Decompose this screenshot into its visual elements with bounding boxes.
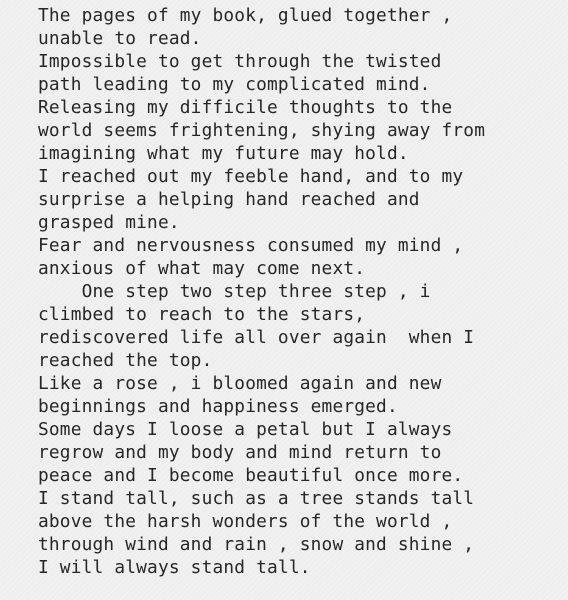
poem-line: Releasing my difficile thoughts to the: [38, 97, 453, 118]
poem-line: grasped mine.: [38, 212, 180, 233]
poem-line: unable to read.: [38, 28, 202, 49]
poem-line: reached the top.: [38, 350, 213, 371]
poem-line: climbed to reach to the stars,: [38, 304, 366, 325]
poem-text: [38, 4, 564, 579]
poem-line: I stand tall, such as a tree stands tall: [38, 488, 475, 509]
poem-line: I reached out my feeble hand, and to my: [38, 166, 464, 187]
poem-line: through wind and rain , snow and shine ,: [38, 534, 475, 555]
poem-line: anxious of what may come next.: [38, 258, 366, 279]
poem-line: beginnings and happiness emerged.: [38, 396, 398, 417]
poem-line: imagining what my future may hold.: [38, 143, 409, 164]
poem-line: Impossible to get through the twisted: [38, 51, 442, 72]
poem-line: I will always stand tall.: [38, 557, 311, 578]
poem-line: Fear and nervousness consumed my mind ,: [38, 235, 464, 256]
poem-line: One step two step three step , i: [38, 281, 431, 302]
poem-line: The pages of my book, glued together ,: [38, 5, 453, 26]
poem-line: path leading to my complicated mind.: [38, 74, 431, 95]
poem-line: above the harsh wonders of the world ,: [38, 511, 453, 532]
poem-line: rediscovered life all over again when I: [38, 327, 475, 348]
poem-line: peace and I become beautiful once more.: [38, 465, 464, 486]
poem-line: world seems frightening, shying away from: [38, 120, 486, 141]
poem-line: surprise a helping hand reached and: [38, 189, 420, 210]
poem-line: regrow and my body and mind return to: [38, 442, 442, 463]
poem-line: Like a rose , i bloomed again and new: [38, 373, 442, 394]
poem-line: Some days I loose a petal but I always: [38, 419, 453, 440]
